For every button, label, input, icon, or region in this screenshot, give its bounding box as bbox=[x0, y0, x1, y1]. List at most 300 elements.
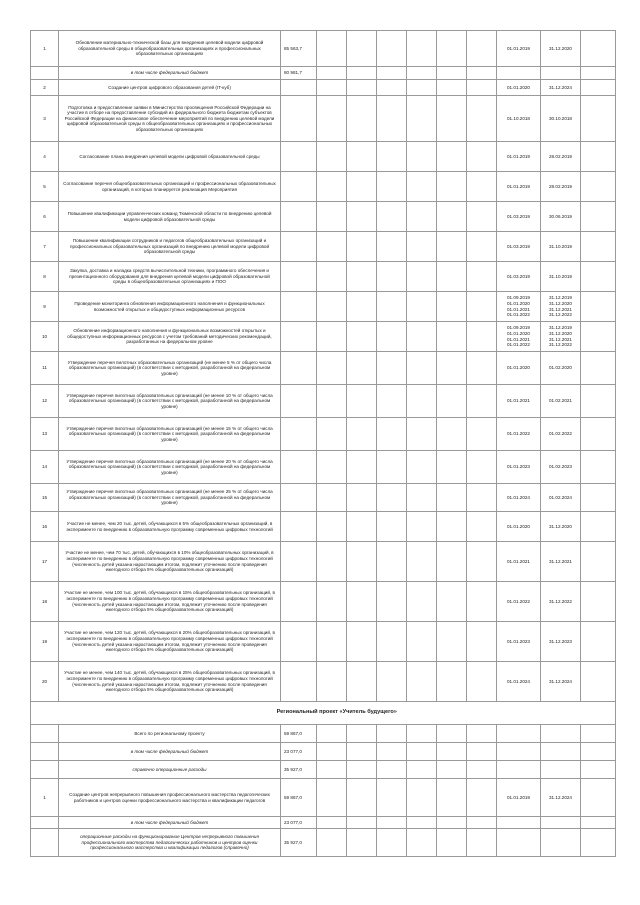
empty-cell bbox=[377, 662, 407, 702]
row-amount bbox=[281, 622, 317, 662]
schedule-table bbox=[30, 30, 616, 857]
row-number: 18 bbox=[31, 582, 59, 622]
table-row bbox=[31, 67, 616, 80]
empty-cell bbox=[407, 322, 437, 352]
row-amount bbox=[281, 232, 317, 262]
empty-cell bbox=[347, 96, 377, 142]
row-end-date: 31.12.2019 31.12.2020 31.12.2021 31.12.2022 bbox=[541, 292, 581, 322]
row-start-date bbox=[497, 817, 541, 829]
row-number: 4 bbox=[31, 142, 59, 172]
empty-cell bbox=[347, 512, 377, 542]
row-end-date: 30.06.2019 bbox=[541, 202, 581, 232]
empty-cell bbox=[437, 725, 467, 743]
empty-cell bbox=[347, 202, 377, 232]
row-end-date: 31.12.2020 bbox=[541, 31, 581, 67]
empty-cell bbox=[437, 96, 467, 142]
empty-cell bbox=[377, 31, 407, 67]
empty-cell bbox=[317, 292, 347, 322]
row-number: 7 bbox=[31, 232, 59, 262]
empty-cell bbox=[317, 352, 347, 385]
empty-cell bbox=[581, 31, 616, 67]
empty-cell bbox=[437, 385, 467, 418]
empty-cell bbox=[317, 542, 347, 582]
table-row bbox=[31, 418, 616, 451]
row-description: Проведение мониторинга обновления информационного наполнения и функциональных возможностей открытых и общедоступных информационных ресурсов bbox=[59, 292, 281, 322]
row-description: Утверждение перечня пилотных образовательных организаций (не менее 20 % от общего числа образовательных организаций) (в соответствии с методикой, разработанной на федеральном уровне) bbox=[59, 451, 281, 484]
row-amount bbox=[281, 96, 317, 142]
empty-cell bbox=[467, 451, 497, 484]
row-number: 20 bbox=[31, 662, 59, 702]
empty-cell bbox=[407, 829, 437, 857]
row-number bbox=[31, 817, 59, 829]
row-amount: 35 927,0 bbox=[281, 761, 317, 779]
row-end-date bbox=[541, 817, 581, 829]
empty-cell bbox=[437, 67, 467, 80]
row-number: 6 bbox=[31, 202, 59, 232]
empty-cell bbox=[581, 418, 616, 451]
empty-cell bbox=[317, 622, 347, 662]
row-start-date: 01.03.2019 bbox=[497, 262, 541, 292]
table-row bbox=[31, 779, 616, 817]
empty-cell bbox=[317, 80, 347, 96]
empty-cell bbox=[437, 80, 467, 96]
row-amount bbox=[281, 418, 317, 451]
empty-cell bbox=[347, 418, 377, 451]
empty-cell bbox=[467, 232, 497, 262]
row-number bbox=[31, 67, 59, 80]
empty-cell bbox=[437, 292, 467, 322]
empty-cell bbox=[581, 779, 616, 817]
row-start-date: 01.01.2019 bbox=[497, 31, 541, 67]
row-end-date: 31.12.2024 bbox=[541, 779, 581, 817]
row-number: 1 bbox=[31, 31, 59, 67]
empty-cell bbox=[317, 418, 347, 451]
row-end-date: 31.12.2024 bbox=[541, 662, 581, 702]
empty-cell bbox=[407, 232, 437, 262]
section-title: Региональный проект «Учитель будущего» bbox=[59, 702, 616, 725]
empty-cell bbox=[377, 418, 407, 451]
row-start-date: 01.09.2019 01.01.2020 01.01.2021 01.01.2022 bbox=[497, 292, 541, 322]
empty-cell bbox=[347, 829, 377, 857]
row-number: 5 bbox=[31, 172, 59, 202]
row-description: справочно операционные расходы bbox=[59, 761, 281, 779]
row-end-date: 28.02.2019 bbox=[541, 142, 581, 172]
empty-cell bbox=[317, 512, 347, 542]
table-body-main bbox=[31, 31, 616, 702]
empty-cell bbox=[347, 292, 377, 322]
row-description: Участие не менее, чем 20 тыс. детей, обучающихся в 5% общеобразовательных организаций, в эксперименте по внедрению в образовательную программу современных цифровых технологий bbox=[59, 512, 281, 542]
empty-cell bbox=[317, 582, 347, 622]
empty-cell bbox=[347, 142, 377, 172]
empty-cell bbox=[581, 542, 616, 582]
row-start-date: 01.01.2024 bbox=[497, 662, 541, 702]
empty-cell bbox=[581, 322, 616, 352]
row-description: в том числе федеральный бюджет bbox=[59, 743, 281, 761]
empty-cell bbox=[407, 352, 437, 385]
empty-cell bbox=[467, 172, 497, 202]
empty-cell bbox=[317, 829, 347, 857]
row-number: 1 bbox=[31, 779, 59, 817]
empty-cell bbox=[581, 743, 616, 761]
row-end-date: 31.10.2019 bbox=[541, 232, 581, 262]
empty-cell bbox=[467, 418, 497, 451]
row-start-date: 01.01.2020 bbox=[497, 80, 541, 96]
table-row bbox=[31, 80, 616, 96]
row-number: 19 bbox=[31, 622, 59, 662]
empty-cell bbox=[437, 142, 467, 172]
empty-cell bbox=[347, 582, 377, 622]
empty-cell bbox=[581, 582, 616, 622]
empty-cell bbox=[347, 662, 377, 702]
empty-cell bbox=[467, 385, 497, 418]
empty-cell bbox=[407, 542, 437, 582]
empty-cell bbox=[581, 385, 616, 418]
empty-cell bbox=[377, 385, 407, 418]
empty-cell bbox=[317, 96, 347, 142]
empty-cell bbox=[347, 542, 377, 582]
row-number: 16 bbox=[31, 512, 59, 542]
row-amount bbox=[281, 172, 317, 202]
empty-cell bbox=[317, 725, 347, 743]
empty-cell bbox=[317, 31, 347, 67]
row-description: Утверждение перечня пилотных образовательных организаций (не менее 10 % от общего числа образовательных организаций) (в соответствии с методикой, разработанной на федеральном уровне) bbox=[59, 385, 281, 418]
empty-cell bbox=[407, 202, 437, 232]
row-end-date: 28.02.2019 bbox=[541, 172, 581, 202]
row-description: Обновление материально-технической базы для внедрения целевой модели цифровой образовательной среды в общеобразовательных организациях и профессиональных образовательных организациях bbox=[59, 31, 281, 67]
row-description: в том числе федеральный бюджет bbox=[59, 817, 281, 829]
section-blank bbox=[31, 702, 59, 725]
table-row bbox=[31, 232, 616, 262]
empty-cell bbox=[347, 352, 377, 385]
row-number: 10 bbox=[31, 322, 59, 352]
empty-cell bbox=[467, 142, 497, 172]
empty-cell bbox=[437, 662, 467, 702]
empty-cell bbox=[377, 352, 407, 385]
empty-cell bbox=[317, 662, 347, 702]
empty-cell bbox=[467, 817, 497, 829]
empty-cell bbox=[581, 725, 616, 743]
empty-cell bbox=[407, 779, 437, 817]
empty-cell bbox=[377, 451, 407, 484]
row-amount: 23 077,0 bbox=[281, 743, 317, 761]
row-description: Утверждение перечня пилотных образовательных организаций (не менее 5 % от общего числа образовательных организаций) (в соответствии с методикой, разработанной на федеральном уровне) bbox=[59, 352, 281, 385]
empty-cell bbox=[347, 262, 377, 292]
table-row bbox=[31, 817, 616, 829]
row-start-date: 01.01.2020 bbox=[497, 512, 541, 542]
row-description: Согласование перечня общеобразовательных организаций и профессиональных образовательных организаций, в которых планируется реализация Мероприятия bbox=[59, 172, 281, 202]
empty-cell bbox=[317, 484, 347, 512]
row-start-date bbox=[497, 67, 541, 80]
row-end-date: 01.02.2020 bbox=[541, 352, 581, 385]
row-start-date: 01.01.2019 bbox=[497, 779, 541, 817]
empty-cell bbox=[467, 622, 497, 662]
row-end-date: 31.12.2020 bbox=[541, 512, 581, 542]
row-end-date bbox=[541, 761, 581, 779]
empty-cell bbox=[437, 761, 467, 779]
row-end-date: 31.12.2024 bbox=[541, 80, 581, 96]
row-description: Утверждение перечня пилотных образовательных организаций (не менее 15 % от общего числа образовательных организаций) (в соответствии с методикой, разработанной на федеральном уровне) bbox=[59, 418, 281, 451]
empty-cell bbox=[581, 232, 616, 262]
empty-cell bbox=[407, 418, 437, 451]
row-amount: 80 981,7 bbox=[281, 67, 317, 80]
empty-cell bbox=[377, 292, 407, 322]
row-number: 13 bbox=[31, 418, 59, 451]
row-start-date: 01.01.2021 bbox=[497, 385, 541, 418]
empty-cell bbox=[467, 292, 497, 322]
empty-cell bbox=[437, 31, 467, 67]
empty-cell bbox=[317, 202, 347, 232]
empty-cell bbox=[467, 743, 497, 761]
empty-cell bbox=[317, 779, 347, 817]
empty-cell bbox=[407, 512, 437, 542]
row-amount bbox=[281, 80, 317, 96]
empty-cell bbox=[407, 761, 437, 779]
empty-cell bbox=[581, 829, 616, 857]
empty-cell bbox=[581, 292, 616, 322]
row-start-date: 01.01.2023 bbox=[497, 451, 541, 484]
row-description: Утверждение перечня пилотных образовательных организаций (не менее 25 % от общего числа образовательных организаций) (в соответствии с методикой, разработанной на федеральном уровне) bbox=[59, 484, 281, 512]
empty-cell bbox=[317, 761, 347, 779]
empty-cell bbox=[467, 512, 497, 542]
row-end-date bbox=[541, 829, 581, 857]
empty-cell bbox=[407, 817, 437, 829]
empty-cell bbox=[407, 31, 437, 67]
empty-cell bbox=[581, 484, 616, 512]
empty-cell bbox=[377, 96, 407, 142]
empty-cell bbox=[377, 232, 407, 262]
table-row bbox=[31, 262, 616, 292]
table-row bbox=[31, 829, 616, 857]
table-row bbox=[31, 172, 616, 202]
empty-cell bbox=[377, 172, 407, 202]
row-end-date: 01.02.2024 bbox=[541, 484, 581, 512]
empty-cell bbox=[347, 779, 377, 817]
row-amount bbox=[281, 262, 317, 292]
table-row bbox=[31, 202, 616, 232]
empty-cell bbox=[581, 172, 616, 202]
row-amount: 23 077,0 bbox=[281, 817, 317, 829]
row-number bbox=[31, 743, 59, 761]
empty-cell bbox=[347, 67, 377, 80]
row-description: Повышение квалификации управленческих команд Тюменской области по внедрению целевой модели цифровой образовательной среды bbox=[59, 202, 281, 232]
empty-cell bbox=[467, 67, 497, 80]
row-start-date: 01.01.2022 bbox=[497, 582, 541, 622]
table-row bbox=[31, 542, 616, 582]
row-number bbox=[31, 761, 59, 779]
empty-cell bbox=[581, 451, 616, 484]
row-amount: 85 563,7 bbox=[281, 31, 317, 67]
empty-cell bbox=[437, 202, 467, 232]
empty-cell bbox=[437, 262, 467, 292]
table-row bbox=[31, 292, 616, 322]
row-description: Согласование плана внедрения целевой модели цифровой образовательной среды bbox=[59, 142, 281, 172]
row-end-date: 01.02.2022 bbox=[541, 418, 581, 451]
row-start-date: 01.10.2018 bbox=[497, 96, 541, 142]
row-end-date: 31.12.2023 bbox=[541, 622, 581, 662]
row-amount bbox=[281, 542, 317, 582]
section-row bbox=[31, 702, 616, 725]
row-end-date: 31.12.2022 bbox=[541, 582, 581, 622]
empty-cell bbox=[467, 202, 497, 232]
empty-cell bbox=[407, 385, 437, 418]
row-amount bbox=[281, 484, 317, 512]
empty-cell bbox=[377, 80, 407, 96]
row-end-date: 30.10.2018 bbox=[541, 96, 581, 142]
row-end-date: 01.02.2023 bbox=[541, 451, 581, 484]
table-row bbox=[31, 142, 616, 172]
table-row bbox=[31, 582, 616, 622]
empty-cell bbox=[581, 761, 616, 779]
row-description: Закупка, доставка и наладка средств вычислительной техники, программного обеспечения и презентационного оборудования для внедрения целевой модели цифровой образовательной среды в общеобразовательных организациях и ПОО bbox=[59, 262, 281, 292]
row-start-date: 01.01.2022 bbox=[497, 418, 541, 451]
empty-cell bbox=[347, 622, 377, 662]
row-number: 14 bbox=[31, 451, 59, 484]
empty-cell bbox=[407, 484, 437, 512]
row-start-date: 01.03.2019 bbox=[497, 232, 541, 262]
table-row bbox=[31, 662, 616, 702]
empty-cell bbox=[437, 418, 467, 451]
table-row bbox=[31, 761, 616, 779]
empty-cell bbox=[377, 779, 407, 817]
table-row bbox=[31, 512, 616, 542]
empty-cell bbox=[347, 761, 377, 779]
empty-cell bbox=[437, 779, 467, 817]
row-number bbox=[31, 829, 59, 857]
empty-cell bbox=[467, 262, 497, 292]
empty-cell bbox=[467, 761, 497, 779]
row-start-date: 01.01.2021 bbox=[497, 542, 541, 582]
row-number bbox=[31, 725, 59, 743]
empty-cell bbox=[467, 779, 497, 817]
empty-cell bbox=[407, 262, 437, 292]
table-row bbox=[31, 385, 616, 418]
empty-cell bbox=[377, 743, 407, 761]
empty-cell bbox=[347, 484, 377, 512]
row-description: Участие не менее, чем 140 тыс. детей, обучающихся в 25% общеобразовательных организаций, в эксперименте по внедрению в образовательную программу современных цифровых технологий (численность детей указана нарастающим итогом, подлежит уточнению после проведения ежегодного отбора 5% общеобразовательных организаций) bbox=[59, 662, 281, 702]
table-row bbox=[31, 31, 616, 67]
empty-cell bbox=[317, 385, 347, 418]
table-row bbox=[31, 352, 616, 385]
row-amount: 35 927,0 bbox=[281, 829, 317, 857]
row-end-date bbox=[541, 67, 581, 80]
row-start-date: 01.01.2020 bbox=[497, 352, 541, 385]
table-row bbox=[31, 743, 616, 761]
empty-cell bbox=[437, 512, 467, 542]
empty-cell bbox=[317, 142, 347, 172]
row-description: Участие не менее, чем 100 тыс. детей, обучающихся в 15% общеобразовательных организаций, в эксперименте по внедрению в образовательную программу современных цифровых технологий (численность детей указана нарастающим итогом, подлежит уточнению после проведения ежегодного отбора 5% общеобразовательных организаций) bbox=[59, 582, 281, 622]
row-number: 12 bbox=[31, 385, 59, 418]
empty-cell bbox=[467, 96, 497, 142]
empty-cell bbox=[581, 80, 616, 96]
row-start-date bbox=[497, 743, 541, 761]
row-number: 17 bbox=[31, 542, 59, 582]
empty-cell bbox=[377, 67, 407, 80]
row-end-date: 01.02.2021 bbox=[541, 385, 581, 418]
empty-cell bbox=[377, 829, 407, 857]
empty-cell bbox=[407, 67, 437, 80]
row-description: Создание центров цифрового образования детей (IT-куб) bbox=[59, 80, 281, 96]
empty-cell bbox=[377, 542, 407, 582]
empty-cell bbox=[377, 322, 407, 352]
empty-cell bbox=[317, 451, 347, 484]
empty-cell bbox=[437, 817, 467, 829]
row-amount bbox=[281, 385, 317, 418]
empty-cell bbox=[407, 96, 437, 142]
row-description: Подготовка и предоставление заявки в Министерство просвещения Российской Федерации на участие в отборе на предоставление субсидий из федерального бюджета бюджетам субъектов Российской Федерации на финансовое обеспечение мероприятий по внедрению целевой модели цифровой образовательной среды в общеобразовательных организациях и профессиональных образовательных организациях bbox=[59, 96, 281, 142]
empty-cell bbox=[581, 352, 616, 385]
empty-cell bbox=[377, 725, 407, 743]
empty-cell bbox=[347, 385, 377, 418]
row-description: в том числе федеральный бюджет bbox=[59, 67, 281, 80]
empty-cell bbox=[437, 542, 467, 582]
empty-cell bbox=[437, 582, 467, 622]
row-amount bbox=[281, 202, 317, 232]
row-start-date: 01.03.2019 bbox=[497, 202, 541, 232]
row-amount bbox=[281, 662, 317, 702]
row-end-date: 31.12.2021 bbox=[541, 542, 581, 582]
empty-cell bbox=[407, 451, 437, 484]
row-number: 15 bbox=[31, 484, 59, 512]
empty-cell bbox=[437, 232, 467, 262]
empty-cell bbox=[377, 202, 407, 232]
empty-cell bbox=[407, 142, 437, 172]
empty-cell bbox=[467, 31, 497, 67]
empty-cell bbox=[407, 80, 437, 96]
table-row bbox=[31, 451, 616, 484]
empty-cell bbox=[437, 172, 467, 202]
empty-cell bbox=[407, 582, 437, 622]
empty-cell bbox=[437, 484, 467, 512]
table-row bbox=[31, 484, 616, 512]
empty-cell bbox=[317, 232, 347, 262]
empty-cell bbox=[581, 622, 616, 662]
empty-cell bbox=[581, 817, 616, 829]
empty-cell bbox=[317, 67, 347, 80]
empty-cell bbox=[467, 542, 497, 582]
empty-cell bbox=[347, 817, 377, 829]
empty-cell bbox=[377, 484, 407, 512]
empty-cell bbox=[581, 262, 616, 292]
row-start-date bbox=[497, 761, 541, 779]
empty-cell bbox=[581, 67, 616, 80]
empty-cell bbox=[407, 743, 437, 761]
row-description: Участие не менее, чем 70 тыс. детей, обучающихся в 10% общеобразовательных организаций, в эксперименте по внедрению в образовательную программу современных цифровых технологий (численность детей указана нарастающим итогом, подлежит уточнению после проведения ежегодного отбора 5% общеобразовательных организаций) bbox=[59, 542, 281, 582]
row-amount bbox=[281, 512, 317, 542]
empty-cell bbox=[467, 322, 497, 352]
row-number: 11 bbox=[31, 352, 59, 385]
empty-cell bbox=[377, 622, 407, 662]
empty-cell bbox=[437, 829, 467, 857]
row-start-date: 01.01.2024 bbox=[497, 484, 541, 512]
empty-cell bbox=[407, 662, 437, 702]
empty-cell bbox=[581, 96, 616, 142]
empty-cell bbox=[377, 262, 407, 292]
empty-cell bbox=[347, 172, 377, 202]
empty-cell bbox=[467, 829, 497, 857]
empty-cell bbox=[377, 582, 407, 622]
empty-cell bbox=[581, 512, 616, 542]
row-amount bbox=[281, 582, 317, 622]
empty-cell bbox=[407, 172, 437, 202]
row-description: операционные расходы на функционирование Центров непрерывного повышения профессионального мастерства педагогических работников и центров оценки профессионального мастерства и квалификации педагогов (справочно) bbox=[59, 829, 281, 857]
empty-cell bbox=[347, 451, 377, 484]
empty-cell bbox=[581, 202, 616, 232]
section-block bbox=[31, 702, 616, 725]
empty-cell bbox=[467, 582, 497, 622]
empty-cell bbox=[377, 817, 407, 829]
empty-cell bbox=[437, 622, 467, 662]
table-row bbox=[31, 725, 616, 743]
